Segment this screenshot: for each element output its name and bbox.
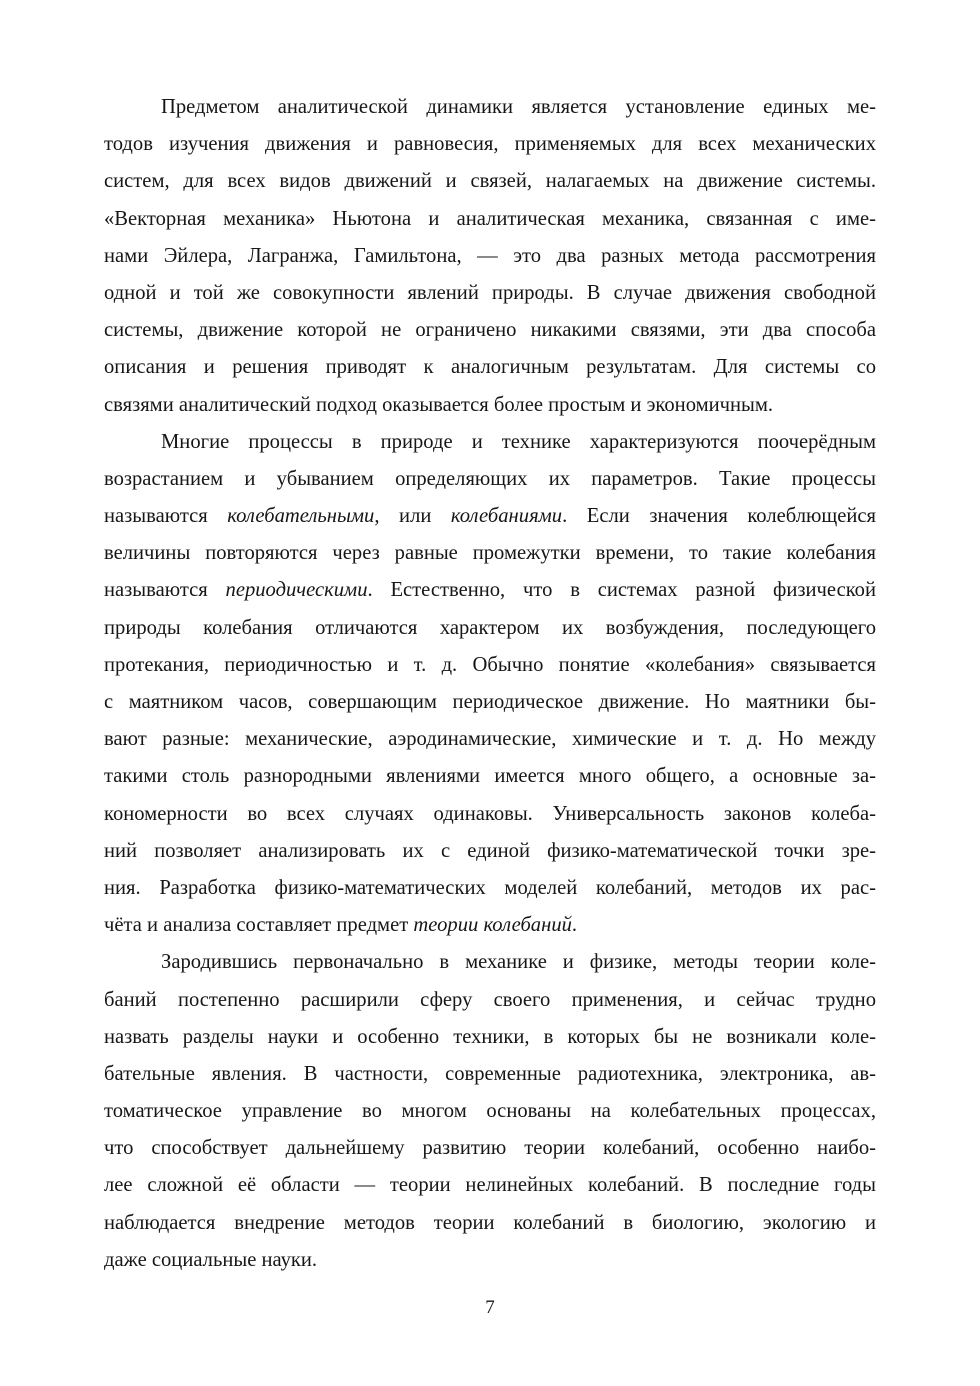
page-number: 7 xyxy=(485,1297,495,1318)
text-line xyxy=(104,163,876,200)
text-line xyxy=(104,1130,876,1167)
text-segment: назвать разделы науки и особенно техники, в которых бы не возникали коле- xyxy=(104,1025,876,1048)
text-line xyxy=(104,610,876,647)
text-line xyxy=(104,387,876,424)
text-line xyxy=(104,944,876,981)
text-segment: величины повторяются через равные промежутки времени, то такие колебания xyxy=(104,542,876,565)
text-line xyxy=(104,1167,876,1204)
paragraph xyxy=(104,424,876,945)
text-segment: возрастанием и убыванием определяющих их параметров. Такие процессы xyxy=(104,467,876,490)
text-segment: кономерности во всех случаях одинаковы. Универсальность законов колеба- xyxy=(104,802,876,825)
text-segment: ния. Разработка физико-математических моделей колебаний, методов их рас- xyxy=(104,876,876,899)
text-segment: томатическое управление во многом основаны на колебательных процессах, xyxy=(104,1100,876,1123)
text-line xyxy=(104,275,876,312)
text-line xyxy=(104,498,876,535)
text-segment: природы колебания отличаются характером их возбуждения, последующего xyxy=(104,616,876,639)
text-segment: . xyxy=(571,914,578,937)
paragraph xyxy=(104,89,876,424)
text-line xyxy=(104,1242,876,1279)
text-segment: нами Эйлера, Лагранжа, Гамильтона, — это два разных метода рассмотрения xyxy=(104,244,876,267)
text-line xyxy=(104,238,876,275)
emphasized-term: теории колебаний xyxy=(413,914,572,937)
text-line xyxy=(104,349,876,386)
text-line xyxy=(104,424,876,461)
text-line xyxy=(104,796,876,833)
text-line xyxy=(104,1019,876,1056)
text-segment: описания и решения приводят к аналогичным результатам. Для системы со xyxy=(104,356,876,379)
text-line xyxy=(104,907,876,944)
text-line xyxy=(104,1056,876,1093)
text-line xyxy=(104,1093,876,1130)
text-segment: такими столь разнородными явлениями имеется много общего, а основные за- xyxy=(104,765,876,788)
text-line xyxy=(104,721,876,758)
text-segment: . Естественно, что в системах разной физической xyxy=(367,579,876,602)
text-segment: вают разные: механические, аэродинамические, химические и т. д. Но между xyxy=(104,728,876,751)
main-text xyxy=(104,89,876,1279)
text-segment: бательные явления. В частности, современные радиотехника, электроника, ав- xyxy=(104,1062,876,1085)
text-segment: «Векторная механика» Ньютона и аналитическая механика, связанная с име- xyxy=(104,207,876,230)
text-segment: системы, движение которой не ограничено никакими связями, эти два способа xyxy=(104,319,876,342)
paragraph xyxy=(104,944,876,1279)
text-segment: одной и той же совокупности явлений природы. В случае движения свободной xyxy=(104,281,876,304)
text-segment: систем, для всех видов движений и связей, налагаемых на движение системы. xyxy=(104,170,876,193)
page-body xyxy=(104,89,876,1279)
text-segment: связями аналитический подход оказывается более простым и экономичным. xyxy=(104,393,774,416)
text-segment: с маятником часов, совершающим периодическое движение. Но маятники бы- xyxy=(104,691,876,713)
text-line xyxy=(104,312,876,349)
text-segment: называются xyxy=(104,505,228,528)
emphasized-term: периодическими xyxy=(225,579,368,602)
text-line xyxy=(104,126,876,163)
text-line xyxy=(104,572,876,609)
text-line xyxy=(104,870,876,907)
text-segment: Многие процессы в природе и технике характеризуются поочерёдным xyxy=(161,430,876,453)
text-segment: , или xyxy=(374,505,451,528)
text-segment: лее сложной её области — теории нелинейных колебаний. В последние годы xyxy=(104,1174,876,1197)
text-segment: протекания, периодичностью и т. д. Обычно понятие «колебания» связывается xyxy=(104,653,876,676)
text-line xyxy=(104,758,876,795)
text-segment: Зародившись первоначально в механике и физике, методы теории коле- xyxy=(161,951,876,974)
text-segment: чёта и анализа составляет предмет xyxy=(104,914,414,937)
text-line xyxy=(104,461,876,498)
text-line xyxy=(104,647,876,684)
emphasized-term: колебаниями xyxy=(450,505,563,528)
text-line xyxy=(104,833,876,870)
emphasized-term: колебательными xyxy=(227,505,375,528)
text-segment: называются xyxy=(104,579,226,602)
text-line xyxy=(104,1205,876,1242)
text-line xyxy=(104,684,876,721)
text-segment: . Если значения колеблющейся xyxy=(562,505,876,528)
text-segment: что способствует дальнейшему развитию теории колебаний, особенно наибо- xyxy=(104,1137,876,1160)
text-line xyxy=(104,89,876,126)
text-line xyxy=(104,982,876,1019)
text-line xyxy=(104,535,876,572)
text-segment: Предметом аналитической динамики является установление единых ме- xyxy=(161,96,876,118)
text-segment: тодов изучения движения и равновесия, применяемых для всех механических xyxy=(104,133,876,156)
text-segment: баний постепенно расширили сферу своего применения, и сейчас трудно xyxy=(104,988,876,1011)
text-line xyxy=(104,201,876,238)
text-segment: наблюдается внедрение методов теории колебаний в биологию, экологию и xyxy=(104,1211,876,1234)
text-segment: ний позволяет анализировать их с единой физико-математической точки зре- xyxy=(104,839,876,862)
text-segment: даже социальные науки. xyxy=(104,1248,318,1271)
